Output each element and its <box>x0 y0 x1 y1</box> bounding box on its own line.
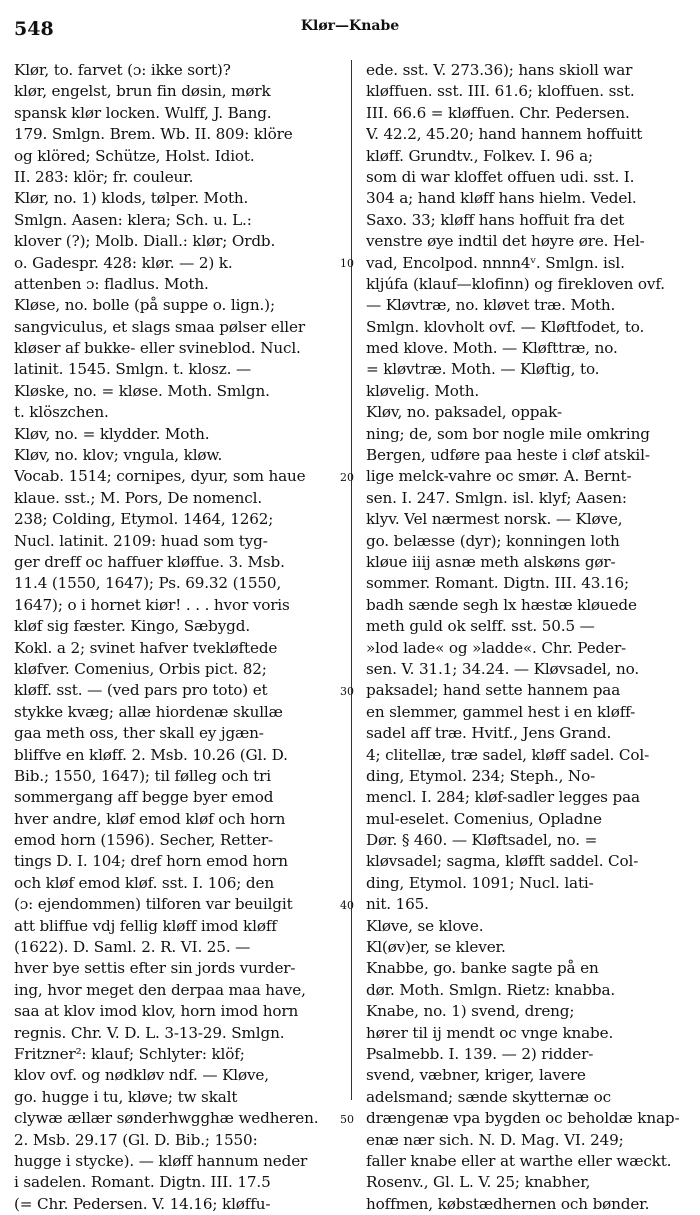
text-line: vad, Encolpod. nnnn4ᵛ. Smlgn. isl. <box>366 253 625 272</box>
left-column <box>14 60 340 1213</box>
text-line: att bliffue vdj fellig kløff imod kløff <box>14 916 277 935</box>
text-line: paksadel; hand sette hannem paa <box>366 681 621 700</box>
text-line: klør, engelst, brun fin døsin, mørk <box>14 82 271 101</box>
text-line: (= Chr. Pedersen. V. 14.16; kløffu- <box>14 1194 271 1213</box>
text-line: venstre øye indtil det høyre øre. Hel- <box>366 232 645 251</box>
text-line: og klöred; Schütze, Holst. Idiot. <box>14 146 255 165</box>
text-line: V. 42.2, 45.20; hand hannem hoffuitt <box>366 125 643 144</box>
text-line: kløffuen. sst. III. 61.6; kloffuen. sst. <box>366 82 635 101</box>
text-line: latinit. 1545. Smlgn. t. klosz. — <box>14 360 252 379</box>
text-line: ger dreff oc haffuer kløffue. 3. Msb. <box>14 552 285 571</box>
line-number-marker: 10 <box>340 256 354 270</box>
text-line: sommer. Romant. Digtn. III. 43.16; <box>366 574 629 593</box>
text-line: — Kløvtræ, no. kløvet træ. Moth. <box>366 296 616 315</box>
text-line: 1647); o i hornet kiør! . . . hvor voris <box>14 595 290 614</box>
text-line: Fritzner²: klauf; Schlyter: klöf; <box>14 1044 245 1063</box>
text-line: kløfver. Comenius, Orbis pict. 82; <box>14 659 267 678</box>
text-line: Psalmebb. I. 139. — 2) ridder- <box>366 1044 594 1063</box>
text-line: 304 a; hand kløff hans hielm. Vedel. <box>366 189 637 208</box>
text-line: Kl(øv)er, se klever. <box>366 938 506 957</box>
text-line: attenben ɔ: fladlus. Moth. <box>14 274 209 293</box>
text-line: Klør, to. farvet (ɔ: ikke sort)? <box>14 61 231 79</box>
text-line: go. hugge i tu, kløve; tw skalt <box>14 1087 238 1106</box>
text-line: 4; clitellæ, træ sadel, kløff sadel. Col- <box>366 745 650 764</box>
text-line: nit. 165. <box>366 895 429 914</box>
text-line: Knabbe, go. banke sagte på en <box>366 959 599 978</box>
text-line: ing, hvor meget den derpaa maa have, <box>14 980 306 999</box>
text-line: kløser af bukke- eller svineblod. Nucl. <box>14 339 301 358</box>
text-line: enæ nær sich. N. D. Mag. VI. 249; <box>366 1130 624 1149</box>
text-line: Knabe, no. 1) svend, dreng; <box>366 1002 575 1021</box>
text-line: dør. Moth. Smlgn. Rietz: knabba. <box>366 980 616 999</box>
text-line: hoffmen, købstædhernen och bønder. <box>366 1194 650 1213</box>
text-line: Vocab. 1514; cornipes, dyur, som haue <box>14 467 306 486</box>
text-line: och kløf emod kløf. sst. I. 106; den <box>14 873 274 892</box>
text-line: kløvsadel; sagma, kløfft saddel. Col- <box>366 852 639 871</box>
text-line: Rosenv., Gl. L. V. 25; knabher, <box>366 1173 591 1192</box>
text-line: regnis. Chr. V. D. L. 3-13-29. Smlgn. <box>14 1023 285 1042</box>
text-line: med klove. Moth. — Kløfttræ, no. <box>366 339 618 358</box>
text-line: 11.4 (1550, 1647); Ps. 69.32 (1550, <box>14 574 282 593</box>
text-line: tings D. I. 104; dref horn emod horn <box>14 852 288 871</box>
text-line: t. klöszchen. <box>14 403 109 422</box>
text-line: gaa meth oss, ther skall ey jgæn- <box>14 724 264 743</box>
line-number-marker: 40 <box>340 898 354 912</box>
text-line: 2. Msb. 29.17 (Gl. D. Bib.; 1550: <box>14 1130 258 1149</box>
page-number: 548 <box>14 18 54 40</box>
text-line: spansk klør locken. Wulff, J. Bang. <box>14 103 272 122</box>
text-line: go. belæsse (dyr); konningen loth <box>366 531 620 550</box>
text-line: Bib.; 1550, 1647); til følleg och tri <box>14 766 271 785</box>
text-line: emod horn (1596). Secher, Retter- <box>14 831 274 850</box>
text-line: 238; Colding, Etymol. 1464, 1262; <box>14 510 274 529</box>
text-line: faller knabe eller at warthe eller wæckt. <box>366 1151 672 1170</box>
text-line: Kløske, no. = kløse. Moth. Smlgn. <box>14 381 270 400</box>
text-line: III. 66.6 = kløffuen. Chr. Pedersen. <box>366 103 630 122</box>
text-line: ding, Etymol. 1091; Nucl. lati- <box>366 873 594 892</box>
text-line: i sadelen. Romant. Digtn. III. 17.5 <box>14 1173 271 1192</box>
text-line: klyv. Vel nærmest norsk. — Kløve, <box>366 510 623 529</box>
text-line: klover (?); Molb. Diall.: klør; Ordb. <box>14 232 276 251</box>
text-line: II. 283: klör; fr. couleur. <box>14 167 194 186</box>
text-line: Kløv, no. klov; vngula, kløw. <box>14 446 223 465</box>
text-line: ede. sst. V. 273.36); hans skioll war <box>366 61 633 79</box>
text-line: Kløve, se klove. <box>366 916 484 935</box>
text-line: kløf sig fæster. Kingo, Sæbygd. <box>14 617 250 636</box>
text-line: som di war kloffet offuen udi. sst. I. <box>366 167 635 186</box>
text-line: kløvelig. Moth. <box>366 381 480 400</box>
text-line: hver andre, kløf emod kløf och horn <box>14 809 286 828</box>
text-line: Nucl. latinit. 2109: huad som tyg- <box>14 531 268 550</box>
text-line: meth guld ok selff. sst. 50.5 — <box>366 617 595 636</box>
text-line: Smlgn. klovholt ovf. — Kløftfodet, to. <box>366 317 645 336</box>
text-line: Dør. § 460. — Kløftsadel, no. = <box>366 831 598 850</box>
line-number-marker: 20 <box>340 470 354 484</box>
right-column <box>366 60 692 1213</box>
text-line: ding, Etymol. 234; Steph., No- <box>366 766 596 785</box>
text-line: (ɔ: ejendommen) tilforen var beuilgit <box>14 895 293 914</box>
text-line: klaue. sst.; M. Pors, De nomencl. <box>14 488 262 507</box>
text-line: sadel aff træ. Hvitf., Jens Grand. <box>366 724 612 743</box>
text-line: kløff. Grundtv., Folkev. I. 96 a; <box>366 146 593 165</box>
text-line: kløue iiij asnæ meth alskøns gør- <box>366 552 616 571</box>
text-line: klov ovf. og nødkløv ndf. — Kløve, <box>14 1066 269 1085</box>
text-line: Klør, no. 1) klods, tølper. Moth. <box>14 189 249 208</box>
text-line: drængenæ vpa bygden oc beholdæ knap- <box>366 1109 680 1128</box>
line-number-marker: 50 <box>340 1112 354 1126</box>
text-line: (1622). D. Saml. 2. R. VI. 25. — <box>14 938 251 957</box>
text-line: saa at klov imod klov, horn imod horn <box>14 1002 299 1021</box>
text-line: Kokl. a 2; svinet hafver tvekløftede <box>14 638 278 657</box>
text-line: hver bye settis efter sin jords vurder- <box>14 959 296 978</box>
text-line: bliffve en kløff. 2. Msb. 10.26 (Gl. D. <box>14 745 288 764</box>
text-line: mencl. I. 284; kløf-sadler legges paa <box>366 788 640 807</box>
text-line: Kløv, no. paksadel, oppak- <box>366 403 562 422</box>
text-line: Kløv, no. = klydder. Moth. <box>14 424 210 443</box>
text-line: adelsmand; sænde skytternæ oc <box>366 1087 611 1106</box>
text-line: Saxo. 33; kløff hans hoffuit fra det <box>366 210 625 229</box>
running-head: Klør—Knabe <box>300 18 400 34</box>
line-number-marker: 30 <box>340 684 354 698</box>
text-line: sangviculus, et slags smaa pølser eller <box>14 317 305 336</box>
column-rule <box>351 60 352 1100</box>
text-line: kljúfa (klauf—klofinn) og firekloven ovf. <box>366 274 665 293</box>
text-line: Kløse, no. bolle (på suppe o. lign.); <box>14 296 275 315</box>
text-line: en slemmer, gammel hest i en kløff- <box>366 702 636 721</box>
text-line: »lod lade« og »ladde«. Chr. Peder- <box>366 638 627 657</box>
text-line: svend, væbner, kriger, lavere <box>366 1066 586 1085</box>
text-line: badh sænde segh lx hæstæ kløuede <box>366 595 637 614</box>
text-line: Smlgn. Aasen: klera; Sch. u. L.: <box>14 210 252 229</box>
text-line: stykke kvæg; allæ hiordenæ skullæ <box>14 702 283 721</box>
text-line: sommergang aff begge byer emod <box>14 788 274 807</box>
text-line: sen. I. 247. Smlgn. isl. klyf; Aasen: <box>366 488 627 507</box>
text-line: sen. V. 31.1; 34.24. — Kløvsadel, no. <box>366 659 640 678</box>
text-line: kløff. sst. — (ved pars pro toto) et <box>14 681 268 700</box>
text-line: 179. Smlgn. Brem. Wb. II. 809: klöre <box>14 125 293 144</box>
text-line: hører til ij mendt oc vnge knabe. <box>366 1023 614 1042</box>
text-line: ning; de, som bor nogle mile omkring <box>366 424 650 443</box>
text-line: = kløvtræ. Moth. — Kløftig, to. <box>366 360 600 379</box>
text-line: o. Gadespr. 428: klør. — 2) k. <box>14 253 233 272</box>
text-line: Bergen, udføre paa heste i cløf atskil- <box>366 446 650 465</box>
text-line: hugge i stycke). — kløff hannum neder <box>14 1151 308 1170</box>
text-line: lige melck-vahre oc smør. A. Bernt- <box>366 467 632 486</box>
text-line: mul-eselet. Comenius, Opladne <box>366 809 602 828</box>
text-line: clywæ ællær sønderhwgghæ wedheren. <box>14 1109 319 1128</box>
